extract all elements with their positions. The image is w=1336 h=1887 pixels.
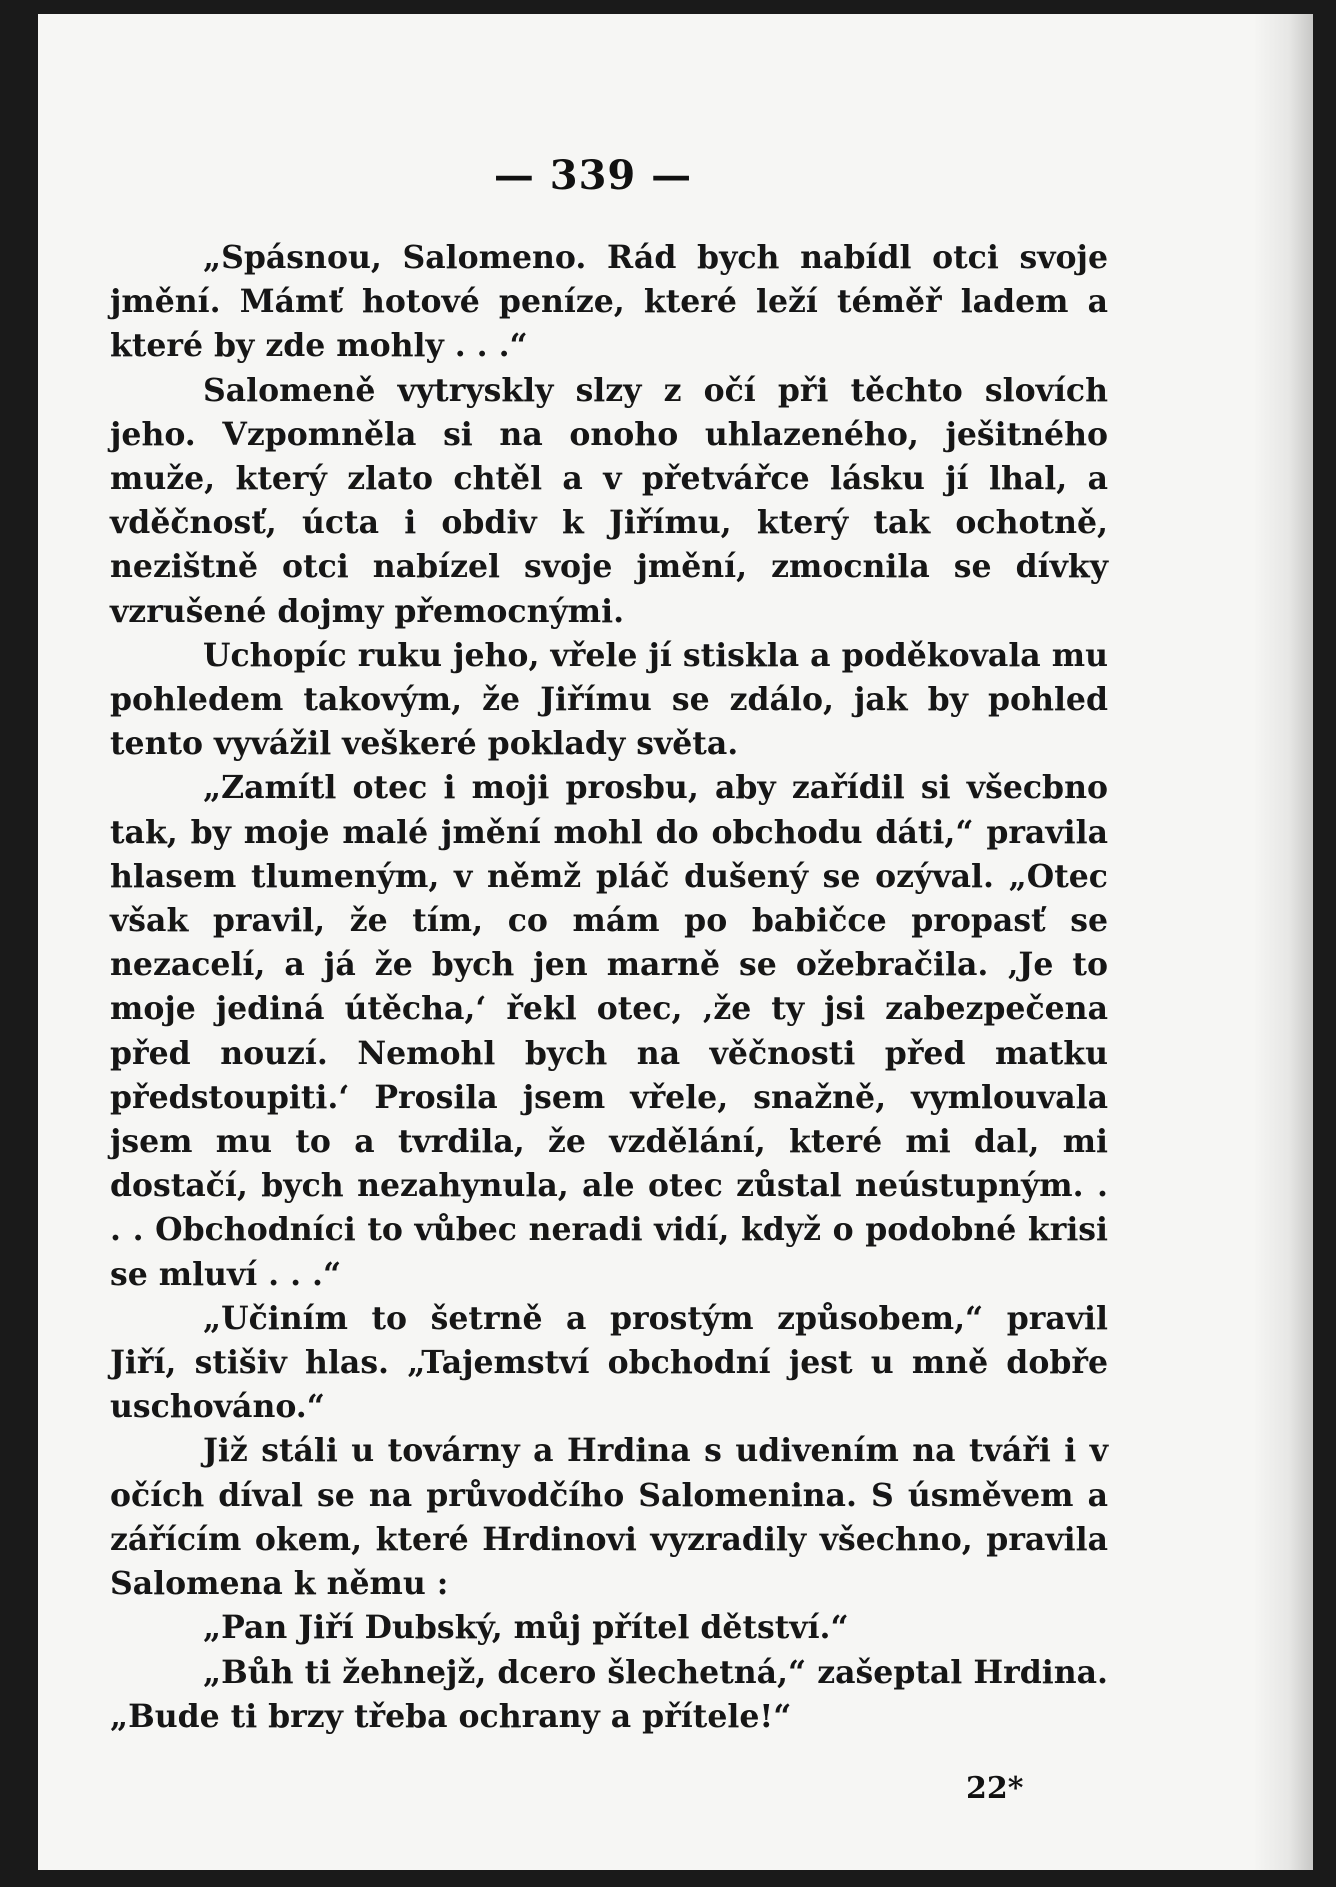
paragraph: „Zamítl otec i moji prosbu, aby zařídil si všecbno tak, by moje malé jmění mohl do obchodu dáti,“ pravila hlasem tlumeným, v němž pláč dušený se ozýval. „Otec však pravil, že tím, co mám po babičce propasť se nezacelí, a já že bych jen marně se ožebračila. ‚Je to moje jediná útěcha,‘ řekl otec, ‚že ty jsi zabezpečena před nouzí. Nemohl bych na věčnosti před matku předstoupiti.‘ Prosila jsem vřele, snažně, vymlouvala jsem mu to a tvrdila, že vzdělání, které mi dal, mi dostačí, bych nezahynula, ale otec zůstal neústupným. . . . Obchodníci to vůbec neradi vidí, když o podobné krisi se mluví . . .“ <box>110 769 1108 1293</box>
paragraph: „Pan Jiří Dubský, můj přítel dětství.“ <box>203 1609 849 1647</box>
paragraph: „Spásnou, Salomeno. Rád bych nabídl otci svoje jmění. Mámť hotové peníze, které leží téměř ladem a které by zde mohly . . .“ <box>110 239 1108 365</box>
paragraph: Již stáli u továrny a Hrdina s udivením na tváři i v očích díval se na průvodčího Salomenina. S úsměvem a zářícím okem, které Hrdinovi vyzradily všechno, pravila Salomena k němu : <box>110 1432 1108 1603</box>
paragraph: Uchopíc ruku jeho, vřele jí stiskla a poděkovala mu pohledem takovým, že Jiřímu se zdálo, jak by pohled tento vyvážil veškeré poklady světa. <box>110 636 1108 763</box>
page-number: — 339 — <box>493 152 693 199</box>
page-edge-shadow <box>1253 14 1313 1870</box>
paragraph: „Bůh ti žehnejž, dcero šlechetná,“ zašeptal Hrdina. „Bude ti brzy třeba ochrany a přítele!“ <box>110 1653 1108 1735</box>
signature-mark: 22* <box>966 1771 1024 1806</box>
paragraph: „Učiním to šetrně a prostým způsobem,“ pravil Jiří, stišiv hlas. „Tajemství obchodní jest u mně dobře uschováno.“ <box>110 1299 1108 1426</box>
paragraph: Salomeně vytryskly slzy z očí při těchto slovích jeho. Vzpomněla si na onoho uhlazeného, ješitného muže, který zlato chtěl a v přetvářce lásku jí lhal, a vděčnosť, úcta i obdiv k Jiřímu, který tak ochotně, nezištně otci nabízel svoje jmění, zmocnila se dívky vzrušené dojmy přemocnými. <box>110 371 1108 630</box>
book-page <box>38 14 1313 1870</box>
body-text <box>110 236 1108 1739</box>
